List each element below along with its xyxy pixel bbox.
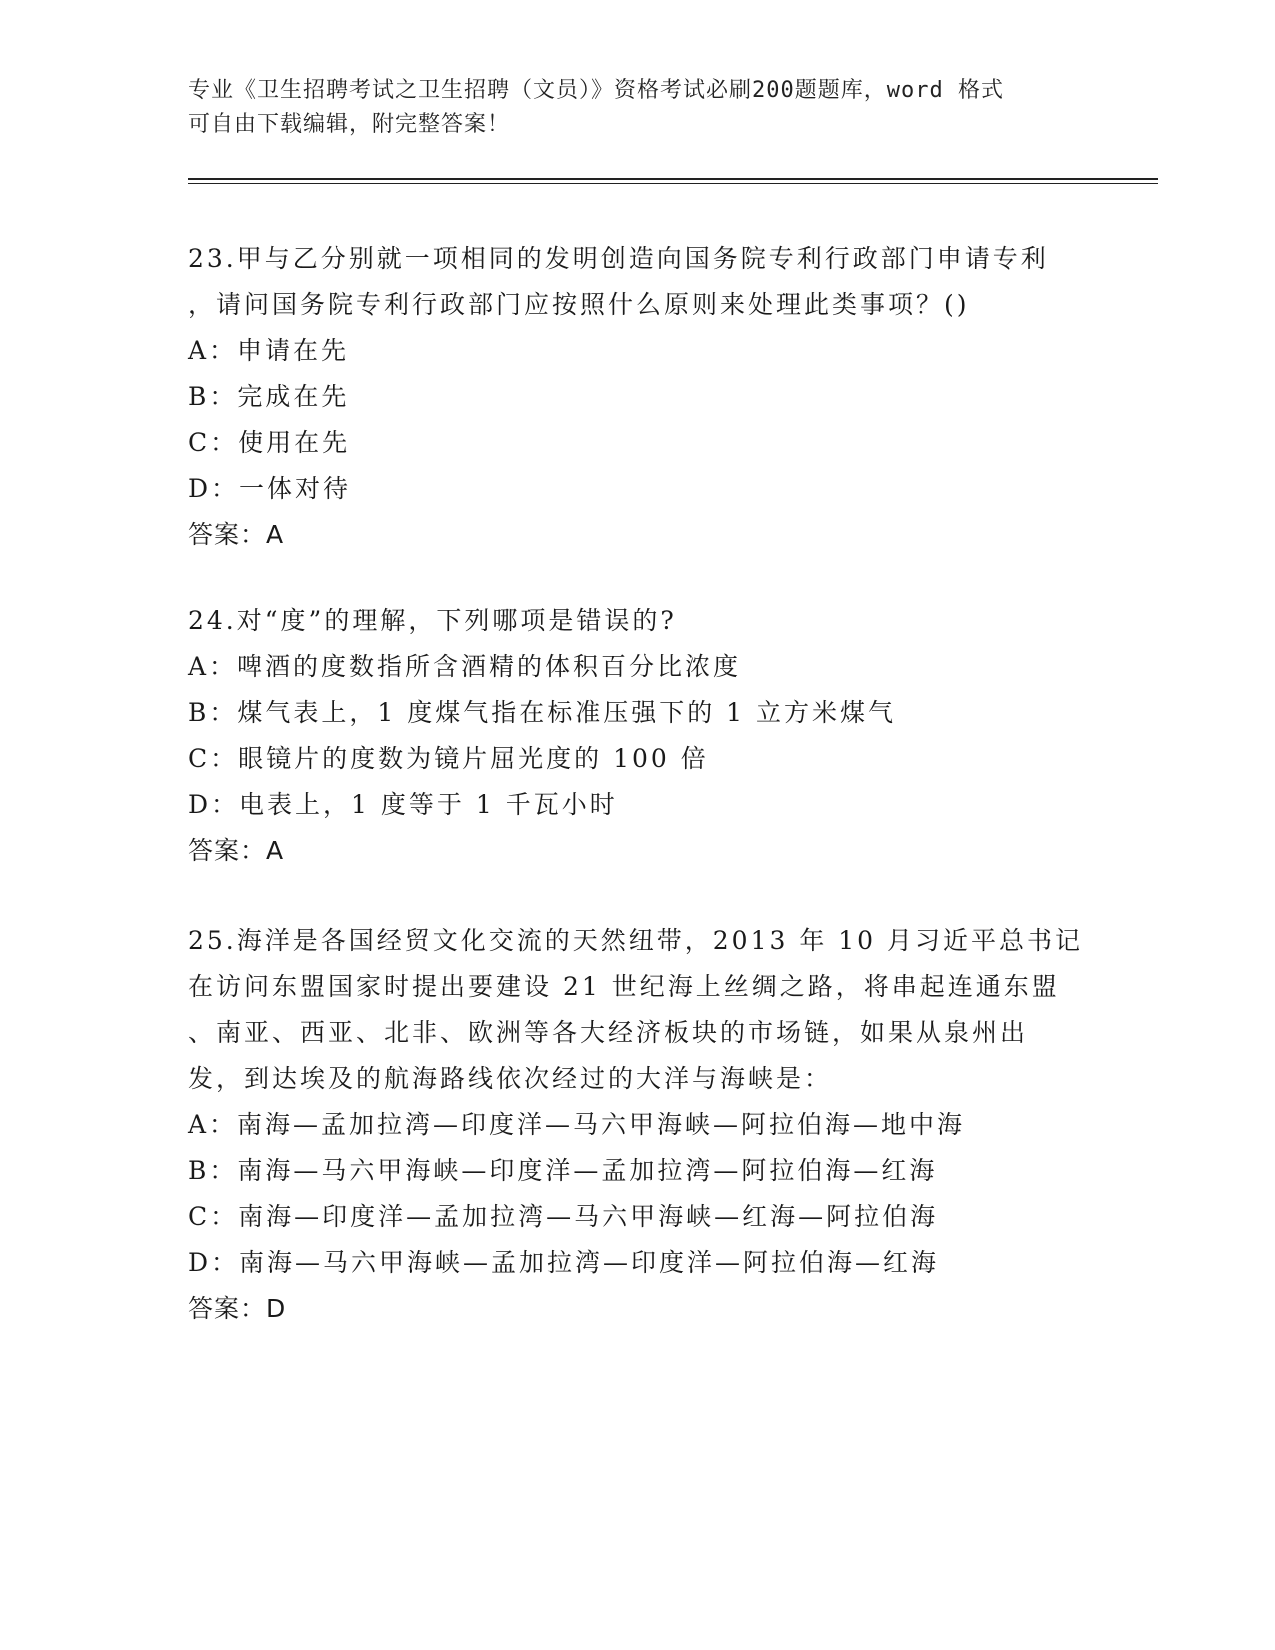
header-line-2: 可自由下载编辑，附完整答案！ xyxy=(188,112,511,137)
stem-line: 24.对“度”的理解，下列哪项是错误的? xyxy=(188,606,677,635)
header-line-1: 专业《卫生招聘考试之卫生招聘（文员）》资格考试必刷200题题库，word 格式 xyxy=(188,78,1004,103)
header-divider-thick xyxy=(188,178,1158,180)
option-a: A：南海—孟加拉湾—印度洋—马六甲海峡—阿拉伯海—地中海 xyxy=(188,1110,966,1139)
question-stem xyxy=(188,236,1088,328)
answer: 答案：A xyxy=(188,520,285,549)
option-d: D：南海—马六甲海峡—孟加拉湾—印度洋—阿拉伯海—红海 xyxy=(188,1248,940,1277)
document-header xyxy=(188,74,1068,142)
option-c: C：使用在先 xyxy=(188,428,351,457)
stem-line: 、南亚、西亚、北非、欧洲等各大经济板块的市场链，如果从泉州出 xyxy=(188,1018,1029,1047)
option-b: B：煤气表上，1 度煤气指在标准压强下的 1 立方米煤气 xyxy=(188,698,897,727)
question-23 xyxy=(188,236,1088,558)
stem-line: ，请问国务院专利行政部门应按照什么原则来处理此类事项？() xyxy=(188,290,970,319)
question-24 xyxy=(188,598,1088,874)
stem-line: 发，到达埃及的航海路线依次经过的大洋与海峡是： xyxy=(188,1064,833,1093)
stem-line: 在访问东盟国家时提出要建设 21 世纪海上丝绸之路，将串起连通东盟 xyxy=(188,972,1060,1001)
header-divider-thin xyxy=(188,183,1158,184)
option-a: A：申请在先 xyxy=(188,336,350,365)
option-c: C：南海—印度洋—孟加拉湾—马六甲海峡—红海—阿拉伯海 xyxy=(188,1202,939,1231)
stem-line: 25.海洋是各国经贸文化交流的天然纽带，2013 年 10 月习近平总书记 xyxy=(188,926,1084,955)
question-stem xyxy=(188,598,1088,644)
question-stem xyxy=(188,918,1088,1102)
option-d: D：一体对待 xyxy=(188,474,352,503)
answer: 答案：D xyxy=(188,1294,287,1323)
option-b: B：完成在先 xyxy=(188,382,350,411)
option-b: B：南海—马六甲海峡—印度洋—孟加拉湾—阿拉伯海—红海 xyxy=(188,1156,938,1185)
question-25 xyxy=(188,918,1088,1332)
option-d: D：电表上，1 度等于 1 千瓦小时 xyxy=(188,790,618,819)
option-a: A：啤酒的度数指所含酒精的体积百分比浓度 xyxy=(188,652,742,681)
answer: 答案：A xyxy=(188,836,285,865)
option-c: C：眼镜片的度数为镜片屈光度的 100 倍 xyxy=(188,744,709,773)
stem-line: 23.甲与乙分别就一项相同的发明创造向国务院专利行政部门申请专利 xyxy=(188,244,1049,273)
